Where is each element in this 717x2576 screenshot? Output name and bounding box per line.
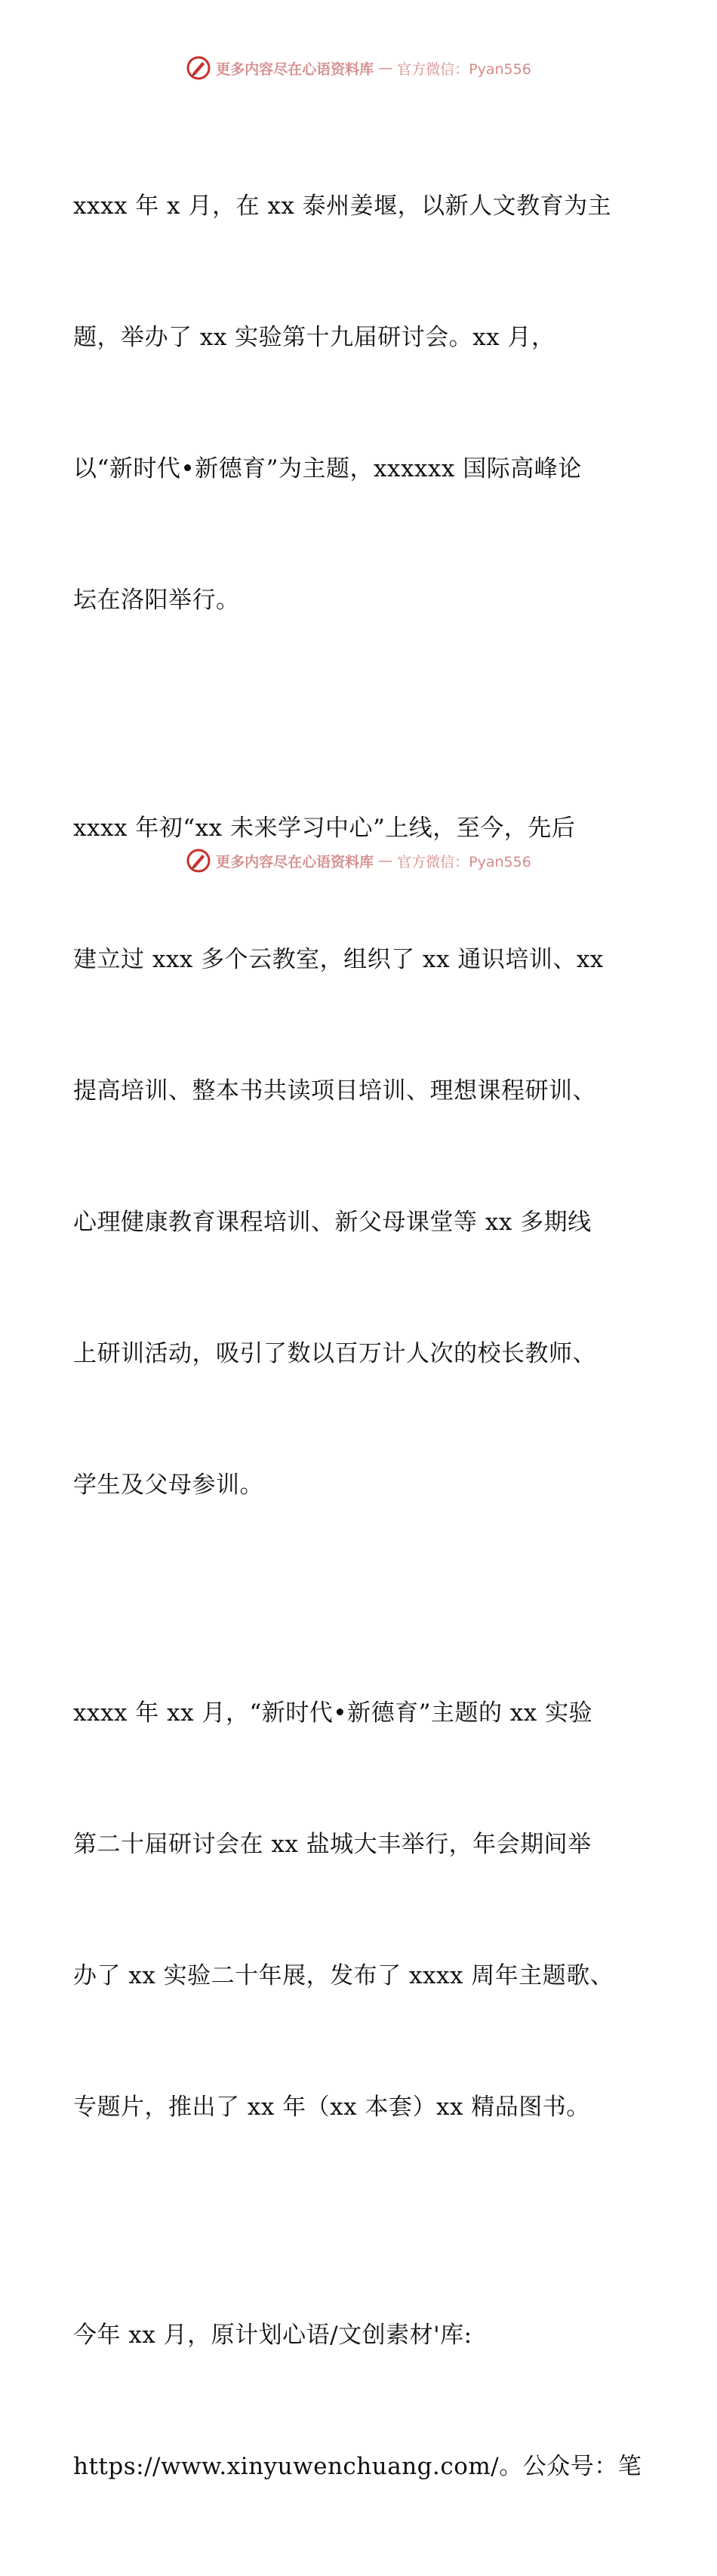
text-line: 坛在洛阳举行。 <box>73 587 240 614</box>
text-line: 题，举办了 xx 实验第十九届研讨会。xx 月， <box>73 324 555 351</box>
text-line: xxxx 年 xx 月，“新时代•新德育”主题的 xx 实验 <box>73 1699 593 1727</box>
text-line: 建立过 xxx 多个云教室，组织了 xx 通识培训、xx <box>73 946 604 973</box>
pen-logo-icon <box>186 848 211 874</box>
url-line: https://www.xinyuwenchuang.com/。公众号：笔 <box>73 2453 642 2480</box>
text-line: 今年 xx 月，原计划心语/文创素材'库: <box>73 2322 472 2349</box>
watermark-banner-top <box>0 53 717 83</box>
text-line: 提高培训、整本书共读项目培训、理想课程研训、 <box>73 1077 596 1105</box>
text-line: 上研训活动，吸引了数以百万计人次的校长教师、 <box>73 1340 596 1367</box>
watermark-separator: — <box>378 852 393 869</box>
text-line: 以“新时代•新德育”为主题，xxxxxx 国际高峰论 <box>73 455 582 482</box>
text-line: 专题片，推出了 xx 年（xx 本套）xx 精品图书。 <box>73 2094 590 2121</box>
watermark-wechat-text: 官方微信：Pyan556 <box>397 853 531 870</box>
watermark-banner-bottom <box>0 846 717 876</box>
paragraph-3 <box>73 1604 647 2217</box>
text-line: 心理健康教育课程培训、新父母课堂等 xx 多期线 <box>73 1209 592 1236</box>
text-line: 办了 xx 实验二十年展，发布了 xxxx 周年主题歌、 <box>73 1962 614 1989</box>
watermark-separator: — <box>378 60 393 76</box>
watermark-brand-text: 更多内容尽在心语资料库 <box>216 60 374 78</box>
paragraph-4 <box>73 2226 647 2576</box>
text-line: xxxx 年 x 月，在 xx 泰州姜堰，以新人文教育为主 <box>73 193 612 220</box>
paragraph-1 <box>73 97 647 710</box>
text-line: 第二十届研讨会在 xx 盐城大丰举行，年会期间举 <box>73 1831 592 1858</box>
watermark-wechat-text: 官方微信：Pyan556 <box>397 60 531 78</box>
text-line: 学生及父母参训。 <box>73 1471 263 1499</box>
document-body <box>73 97 647 2576</box>
pen-logo-icon <box>186 55 211 81</box>
text-line: xxxx 年初“xx 未来学习中心”上线，至今，先后 <box>73 815 576 842</box>
watermark-brand-text: 更多内容尽在心语资料库 <box>216 853 374 870</box>
